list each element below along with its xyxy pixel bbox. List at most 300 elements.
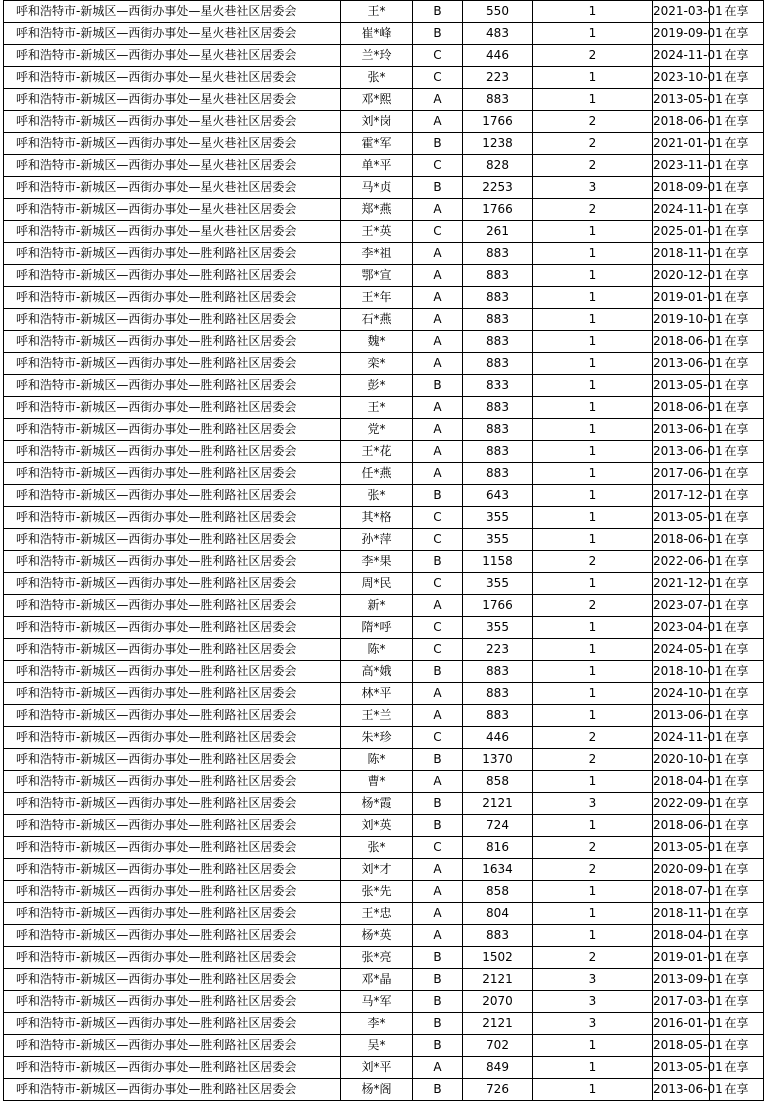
cell-persons: 1 [533, 331, 653, 353]
cell-status: 在享 [710, 1013, 764, 1035]
cell-amount: 223 [463, 639, 533, 661]
cell-address: 呼和浩特市-新城区—西街办事处—胜利路社区居委会 [4, 749, 341, 771]
cell-persons: 1 [533, 23, 653, 45]
cell-amount: 1502 [463, 947, 533, 969]
cell-start-date: 2013-05-01 [653, 375, 710, 397]
cell-address: 呼和浩特市-新城区—西街办事处—星火巷社区居委会 [4, 111, 341, 133]
cell-persons: 1 [533, 265, 653, 287]
cell-persons: 1 [533, 485, 653, 507]
cell-name: 郑*燕 [341, 199, 413, 221]
cell-amount: 1766 [463, 111, 533, 133]
cell-address: 呼和浩特市-新城区—西街办事处—胜利路社区居委会 [4, 903, 341, 925]
cell-category: B [413, 749, 463, 771]
cell-address: 呼和浩特市-新城区—西街办事处—胜利路社区居委会 [4, 309, 341, 331]
cell-status: 在享 [710, 45, 764, 67]
cell-start-date: 2024-10-01 [653, 683, 710, 705]
cell-start-date: 2023-10-01 [653, 67, 710, 89]
cell-persons: 1 [533, 309, 653, 331]
cell-amount: 883 [463, 705, 533, 727]
cell-status: 在享 [710, 287, 764, 309]
cell-amount: 446 [463, 727, 533, 749]
table-row [4, 617, 764, 639]
cell-name: 马*军 [341, 991, 413, 1013]
cell-category: A [413, 463, 463, 485]
cell-start-date: 2017-12-01 [653, 485, 710, 507]
cell-amount: 849 [463, 1057, 533, 1079]
cell-status: 在享 [710, 551, 764, 573]
cell-address: 呼和浩特市-新城区—西街办事处—星火巷社区居委会 [4, 177, 341, 199]
cell-address: 呼和浩特市-新城区—西街办事处—星火巷社区居委会 [4, 1, 341, 23]
cell-start-date: 2025-01-01 [653, 221, 710, 243]
cell-amount: 816 [463, 837, 533, 859]
cell-persons: 1 [533, 353, 653, 375]
cell-start-date: 2022-06-01 [653, 551, 710, 573]
cell-start-date: 2013-06-01 [653, 353, 710, 375]
cell-category: C [413, 155, 463, 177]
cell-persons: 2 [533, 595, 653, 617]
cell-address: 呼和浩特市-新城区—西街办事处—胜利路社区居委会 [4, 1013, 341, 1035]
cell-status: 在享 [710, 375, 764, 397]
cell-status: 在享 [710, 419, 764, 441]
cell-name: 张* [341, 67, 413, 89]
cell-persons: 1 [533, 705, 653, 727]
cell-amount: 858 [463, 881, 533, 903]
cell-status: 在享 [710, 331, 764, 353]
cell-start-date: 2024-05-01 [653, 639, 710, 661]
cell-start-date: 2020-12-01 [653, 265, 710, 287]
table-row [4, 727, 764, 749]
cell-name: 陈* [341, 639, 413, 661]
cell-amount: 883 [463, 243, 533, 265]
cell-status: 在享 [710, 111, 764, 133]
cell-persons: 3 [533, 793, 653, 815]
cell-category: C [413, 45, 463, 67]
cell-name: 王*花 [341, 441, 413, 463]
cell-persons: 2 [533, 859, 653, 881]
cell-start-date: 2024-11-01 [653, 727, 710, 749]
cell-address: 呼和浩特市-新城区—西街办事处—胜利路社区居委会 [4, 331, 341, 353]
cell-status: 在享 [710, 243, 764, 265]
cell-address: 呼和浩特市-新城区—西街办事处—胜利路社区居委会 [4, 353, 341, 375]
table-row [4, 45, 764, 67]
table-row [4, 793, 764, 815]
cell-status: 在享 [710, 837, 764, 859]
cell-category: A [413, 331, 463, 353]
table-row [4, 815, 764, 837]
table-row [4, 309, 764, 331]
table-row [4, 89, 764, 111]
cell-amount: 550 [463, 1, 533, 23]
cell-address: 呼和浩特市-新城区—西街办事处—星火巷社区居委会 [4, 67, 341, 89]
cell-persons: 3 [533, 991, 653, 1013]
cell-address: 呼和浩特市-新城区—西街办事处—胜利路社区居委会 [4, 639, 341, 661]
cell-status: 在享 [710, 199, 764, 221]
cell-name: 魏* [341, 331, 413, 353]
cell-persons: 2 [533, 199, 653, 221]
cell-amount: 2070 [463, 991, 533, 1013]
table-row [4, 881, 764, 903]
cell-category: B [413, 661, 463, 683]
table-row [4, 287, 764, 309]
cell-category: B [413, 1079, 463, 1101]
cell-name: 刘*平 [341, 1057, 413, 1079]
cell-start-date: 2018-06-01 [653, 815, 710, 837]
cell-amount: 724 [463, 815, 533, 837]
cell-address: 呼和浩特市-新城区—西街办事处—胜利路社区居委会 [4, 1057, 341, 1079]
cell-start-date: 2018-04-01 [653, 925, 710, 947]
table-row [4, 925, 764, 947]
table-row [4, 683, 764, 705]
table-row [4, 441, 764, 463]
cell-name: 张*先 [341, 881, 413, 903]
cell-status: 在享 [710, 903, 764, 925]
cell-persons: 1 [533, 529, 653, 551]
table-row [4, 837, 764, 859]
cell-persons: 2 [533, 749, 653, 771]
cell-category: C [413, 507, 463, 529]
cell-name: 陈* [341, 749, 413, 771]
cell-start-date: 2018-06-01 [653, 529, 710, 551]
cell-persons: 1 [533, 507, 653, 529]
cell-amount: 883 [463, 89, 533, 111]
cell-address: 呼和浩特市-新城区—西街办事处—胜利路社区居委会 [4, 573, 341, 595]
cell-persons: 1 [533, 1, 653, 23]
cell-amount: 883 [463, 265, 533, 287]
table-row [4, 969, 764, 991]
cell-persons: 1 [533, 903, 653, 925]
cell-category: B [413, 133, 463, 155]
cell-persons: 3 [533, 177, 653, 199]
cell-amount: 483 [463, 23, 533, 45]
cell-category: A [413, 199, 463, 221]
cell-address: 呼和浩特市-新城区—西街办事处—胜利路社区居委会 [4, 265, 341, 287]
cell-category: B [413, 991, 463, 1013]
table-row [4, 265, 764, 287]
table-row [4, 705, 764, 727]
table-row [4, 155, 764, 177]
beneficiary-table [3, 0, 764, 1101]
cell-start-date: 2021-03-01 [653, 1, 710, 23]
table-row [4, 331, 764, 353]
cell-address: 呼和浩特市-新城区—西街办事处—胜利路社区居委会 [4, 617, 341, 639]
cell-status: 在享 [710, 485, 764, 507]
cell-name: 杨*阁 [341, 1079, 413, 1101]
cell-name: 朱*珍 [341, 727, 413, 749]
cell-name: 高*娥 [341, 661, 413, 683]
cell-persons: 3 [533, 1013, 653, 1035]
cell-start-date: 2016-01-01 [653, 1013, 710, 1035]
cell-category: C [413, 573, 463, 595]
cell-name: 邓*熙 [341, 89, 413, 111]
cell-status: 在享 [710, 771, 764, 793]
cell-name: 张*亮 [341, 947, 413, 969]
cell-status: 在享 [710, 595, 764, 617]
table-row [4, 111, 764, 133]
cell-amount: 883 [463, 353, 533, 375]
table-row [4, 67, 764, 89]
table-row [4, 1013, 764, 1035]
cell-start-date: 2018-07-01 [653, 881, 710, 903]
cell-address: 呼和浩特市-新城区—西街办事处—胜利路社区居委会 [4, 859, 341, 881]
cell-status: 在享 [710, 639, 764, 661]
cell-start-date: 2013-06-01 [653, 705, 710, 727]
cell-start-date: 2019-10-01 [653, 309, 710, 331]
cell-category: B [413, 177, 463, 199]
cell-amount: 883 [463, 925, 533, 947]
cell-status: 在享 [710, 1035, 764, 1057]
cell-address: 呼和浩特市-新城区—西街办事处—星火巷社区居委会 [4, 155, 341, 177]
cell-category: C [413, 67, 463, 89]
cell-name: 曹* [341, 771, 413, 793]
cell-start-date: 2022-09-01 [653, 793, 710, 815]
table-row [4, 1079, 764, 1101]
cell-category: A [413, 595, 463, 617]
table-row [4, 397, 764, 419]
cell-persons: 1 [533, 89, 653, 111]
cell-name: 李*果 [341, 551, 413, 573]
cell-persons: 1 [533, 441, 653, 463]
cell-name: 李*祖 [341, 243, 413, 265]
cell-persons: 2 [533, 837, 653, 859]
cell-status: 在享 [710, 353, 764, 375]
cell-category: B [413, 969, 463, 991]
cell-category: B [413, 23, 463, 45]
cell-amount: 883 [463, 397, 533, 419]
cell-category: B [413, 793, 463, 815]
cell-start-date: 2013-05-01 [653, 1057, 710, 1079]
cell-persons: 1 [533, 287, 653, 309]
cell-status: 在享 [710, 793, 764, 815]
cell-name: 石*燕 [341, 309, 413, 331]
cell-name: 新* [341, 595, 413, 617]
cell-address: 呼和浩特市-新城区—西街办事处—胜利路社区居委会 [4, 991, 341, 1013]
table-row [4, 375, 764, 397]
cell-amount: 1370 [463, 749, 533, 771]
cell-address: 呼和浩特市-新城区—西街办事处—胜利路社区居委会 [4, 683, 341, 705]
cell-category: B [413, 815, 463, 837]
cell-address: 呼和浩特市-新城区—西街办事处—星火巷社区居委会 [4, 89, 341, 111]
cell-category: B [413, 1013, 463, 1035]
cell-name: 张* [341, 485, 413, 507]
cell-address: 呼和浩特市-新城区—西街办事处—胜利路社区居委会 [4, 419, 341, 441]
cell-persons: 1 [533, 925, 653, 947]
cell-name: 周*民 [341, 573, 413, 595]
cell-address: 呼和浩特市-新城区—西街办事处—星火巷社区居委会 [4, 199, 341, 221]
cell-persons: 2 [533, 45, 653, 67]
cell-amount: 355 [463, 529, 533, 551]
cell-persons: 3 [533, 969, 653, 991]
table-row [4, 947, 764, 969]
cell-status: 在享 [710, 705, 764, 727]
cell-address: 呼和浩特市-新城区—西街办事处—胜利路社区居委会 [4, 397, 341, 419]
cell-status: 在享 [710, 815, 764, 837]
cell-persons: 1 [533, 1079, 653, 1101]
cell-status: 在享 [710, 727, 764, 749]
cell-address: 呼和浩特市-新城区—西街办事处—胜利路社区居委会 [4, 551, 341, 573]
cell-amount: 833 [463, 375, 533, 397]
cell-name: 彭* [341, 375, 413, 397]
cell-address: 呼和浩特市-新城区—西街办事处—胜利路社区居委会 [4, 727, 341, 749]
cell-amount: 1238 [463, 133, 533, 155]
cell-address: 呼和浩特市-新城区—西街办事处—胜利路社区居委会 [4, 1079, 341, 1101]
cell-amount: 2121 [463, 793, 533, 815]
cell-category: C [413, 617, 463, 639]
cell-status: 在享 [710, 1, 764, 23]
table-row [4, 551, 764, 573]
cell-amount: 355 [463, 507, 533, 529]
cell-amount: 858 [463, 771, 533, 793]
cell-address: 呼和浩特市-新城区—西街办事处—胜利路社区居委会 [4, 793, 341, 815]
cell-start-date: 2019-01-01 [653, 287, 710, 309]
cell-persons: 1 [533, 243, 653, 265]
cell-address: 呼和浩特市-新城区—西街办事处—胜利路社区居委会 [4, 837, 341, 859]
cell-category: B [413, 1035, 463, 1057]
table-row [4, 1057, 764, 1079]
cell-amount: 883 [463, 309, 533, 331]
table-row [4, 133, 764, 155]
cell-start-date: 2018-11-01 [653, 243, 710, 265]
cell-category: A [413, 309, 463, 331]
cell-start-date: 2017-06-01 [653, 463, 710, 485]
table-body [4, 1, 764, 1101]
cell-category: C [413, 529, 463, 551]
cell-amount: 1634 [463, 859, 533, 881]
cell-persons: 1 [533, 463, 653, 485]
cell-name: 崔*峰 [341, 23, 413, 45]
cell-category: A [413, 903, 463, 925]
cell-category: A [413, 683, 463, 705]
cell-status: 在享 [710, 859, 764, 881]
cell-name: 霍*军 [341, 133, 413, 155]
table-row [4, 595, 764, 617]
cell-name: 其*格 [341, 507, 413, 529]
cell-name: 任*燕 [341, 463, 413, 485]
cell-category: A [413, 265, 463, 287]
cell-amount: 883 [463, 331, 533, 353]
cell-status: 在享 [710, 969, 764, 991]
cell-start-date: 2019-09-01 [653, 23, 710, 45]
cell-amount: 883 [463, 441, 533, 463]
cell-amount: 828 [463, 155, 533, 177]
cell-address: 呼和浩特市-新城区—西街办事处—胜利路社区居委会 [4, 441, 341, 463]
cell-persons: 1 [533, 375, 653, 397]
cell-status: 在享 [710, 177, 764, 199]
cell-persons: 2 [533, 111, 653, 133]
cell-name: 王* [341, 1, 413, 23]
cell-amount: 355 [463, 573, 533, 595]
cell-address: 呼和浩特市-新城区—西街办事处—胜利路社区居委会 [4, 375, 341, 397]
cell-category: B [413, 485, 463, 507]
cell-persons: 1 [533, 1035, 653, 1057]
cell-amount: 883 [463, 287, 533, 309]
cell-start-date: 2013-05-01 [653, 89, 710, 111]
cell-persons: 1 [533, 573, 653, 595]
cell-persons: 1 [533, 815, 653, 837]
cell-start-date: 2020-09-01 [653, 859, 710, 881]
cell-persons: 2 [533, 551, 653, 573]
cell-name: 马*贞 [341, 177, 413, 199]
cell-amount: 1766 [463, 199, 533, 221]
cell-address: 呼和浩特市-新城区—西街办事处—星火巷社区居委会 [4, 23, 341, 45]
table-row [4, 903, 764, 925]
cell-category: A [413, 243, 463, 265]
cell-name: 刘*岗 [341, 111, 413, 133]
cell-persons: 1 [533, 771, 653, 793]
cell-name: 王*忠 [341, 903, 413, 925]
cell-amount: 726 [463, 1079, 533, 1101]
cell-address: 呼和浩特市-新城区—西街办事处—星火巷社区居委会 [4, 221, 341, 243]
table-row [4, 353, 764, 375]
cell-category: A [413, 925, 463, 947]
cell-amount: 446 [463, 45, 533, 67]
cell-start-date: 2013-06-01 [653, 1079, 710, 1101]
table-row [4, 199, 764, 221]
cell-address: 呼和浩特市-新城区—西街办事处—胜利路社区居委会 [4, 287, 341, 309]
cell-start-date: 2023-04-01 [653, 617, 710, 639]
table-row [4, 221, 764, 243]
cell-start-date: 2019-01-01 [653, 947, 710, 969]
cell-amount: 2253 [463, 177, 533, 199]
cell-address: 呼和浩特市-新城区—西街办事处—胜利路社区居委会 [4, 1035, 341, 1057]
cell-status: 在享 [710, 309, 764, 331]
cell-address: 呼和浩特市-新城区—西街办事处—胜利路社区居委会 [4, 881, 341, 903]
cell-amount: 1158 [463, 551, 533, 573]
cell-status: 在享 [710, 991, 764, 1013]
cell-address: 呼和浩特市-新城区—西街办事处—胜利路社区居委会 [4, 661, 341, 683]
cell-amount: 223 [463, 67, 533, 89]
cell-category: A [413, 1057, 463, 1079]
cell-amount: 261 [463, 221, 533, 243]
cell-start-date: 2018-04-01 [653, 771, 710, 793]
cell-persons: 1 [533, 1057, 653, 1079]
table-row [4, 661, 764, 683]
cell-address: 呼和浩特市-新城区—西街办事处—胜利路社区居委会 [4, 529, 341, 551]
cell-address: 呼和浩特市-新城区—西街办事处—胜利路社区居委会 [4, 771, 341, 793]
cell-start-date: 2020-10-01 [653, 749, 710, 771]
cell-category: C [413, 639, 463, 661]
cell-persons: 2 [533, 155, 653, 177]
cell-address: 呼和浩特市-新城区—西街办事处—胜利路社区居委会 [4, 947, 341, 969]
cell-amount: 2121 [463, 969, 533, 991]
cell-persons: 1 [533, 639, 653, 661]
cell-start-date: 2018-05-01 [653, 1035, 710, 1057]
cell-name: 王* [341, 397, 413, 419]
cell-name: 杨*霞 [341, 793, 413, 815]
cell-status: 在享 [710, 441, 764, 463]
table-row [4, 1035, 764, 1057]
cell-start-date: 2018-11-01 [653, 903, 710, 925]
cell-persons: 1 [533, 881, 653, 903]
cell-category: C [413, 221, 463, 243]
cell-category: A [413, 397, 463, 419]
cell-category: B [413, 375, 463, 397]
table-row [4, 749, 764, 771]
cell-persons: 2 [533, 727, 653, 749]
cell-amount: 883 [463, 419, 533, 441]
cell-amount: 1766 [463, 595, 533, 617]
cell-category: C [413, 727, 463, 749]
cell-start-date: 2021-01-01 [653, 133, 710, 155]
cell-name: 邓*晶 [341, 969, 413, 991]
cell-persons: 1 [533, 419, 653, 441]
cell-category: A [413, 441, 463, 463]
cell-category: A [413, 705, 463, 727]
cell-amount: 883 [463, 661, 533, 683]
cell-address: 呼和浩特市-新城区—西街办事处—星火巷社区居委会 [4, 45, 341, 67]
cell-address: 呼和浩特市-新城区—西街办事处—胜利路社区居委会 [4, 507, 341, 529]
cell-category: A [413, 89, 463, 111]
cell-amount: 883 [463, 463, 533, 485]
